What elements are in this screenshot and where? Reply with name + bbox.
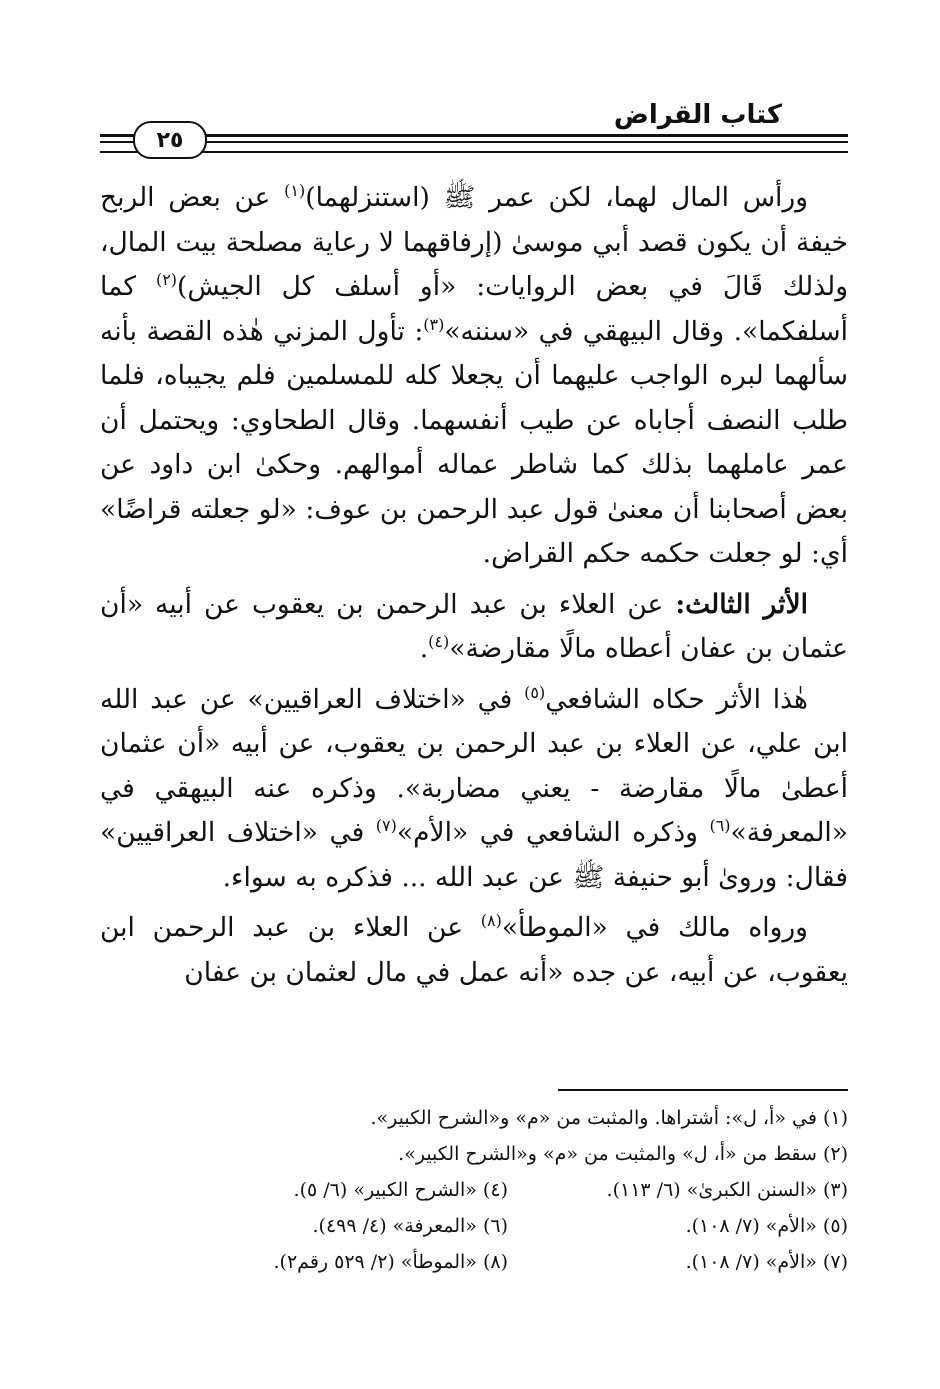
paragraph-4: ورواه مالك في «الموطأ»$^{(٨)}$ عن العلاء بن عبد الرحمن ابن يعقوب، عن أبيه، عن جده «أنه عمل في مال لعثمان بن عفان [100, 911, 848, 988]
footnote-5: (٥) «الأم» (٧/ ١٠٨). [685, 1215, 848, 1237]
page-number: ٢٥ [133, 121, 207, 159]
header-rule [100, 134, 848, 153]
footnote-ref-2: (٢) [155, 270, 178, 290]
paragraph-3: هٰذا الأثر حكاه الشافعي$^{(٥)}$ في «اختلاف العراقيين» عن عبد الله ابن علي، عن العلاء بن عبد الرحمن بن يعقوب، عن أبيه «أن عثمان أعطىٰ مالًا مقارضة - يعني مضاربة». وذكره عنه البيهقي في «المعرفة»$^{(٦)}$ وذكره الشافعي في «الأم»$^{(٧)}$ في «اختلاف العراقيين» فقال: وروىٰ أبو حنيفة ﷺ عن عبد الله ... فذكره به سواء. [100, 682, 848, 893]
footnote-1: (١) في «أ، ل»: أشتراها. والمثبت من «م» و«الشرح الكبير». [370, 1107, 848, 1129]
footnote-ref-4: (٤) [428, 632, 450, 652]
footnote-separator [558, 1089, 848, 1091]
paragraph-2: الأثر الثالث: عن العلاء بن عبد الرحمن بن يعقوب عن أبيه «أن عثمان بن عفان أعطاه مالًا مقارضة»$^{(٤)}$. [100, 588, 848, 664]
paragraph-1: ورأس المال لهما، لكن عمر ﷺ (استنزلهما)$^{(١)}$ عن بعض الربح خيفة أن يكون قصد أبي موسىٰ (إرفاقهما لا رعاية مصلحة بيت المال، ولذلك قَالَ في بعض الروايات: «أو أسلف كل الجيش)$^{(٢)}$ كما أسلفكما». وقال البيهقي في «سننه»$^{(٣)}$: تأول المزني هٰذه القصة بأنه سألهما لبره الواجب عليهما أن يجعلا كله للمسلمين فلم يجيباه، فلما طلب النصف أجاباه عن طيب أنفسهما. وقال الطحاوي: ويحتمل أن عمر عاملهما بذلك كما شاطر عماله أموالهم. وحكىٰ ابن داود عن بعض أصحابنا أن معنىٰ قول عبد الرحمن بن عوف: «لو جعلته قراضًا» أي: لو جعلت حكمه حكم القراض. [100, 181, 848, 569]
footnote-7: (٧) «الأم» (٧/ ١٠٨). [685, 1251, 848, 1273]
footnote-2: (٢) سقط من «أ، ل» والمثبت من «م» و«الشرح الكبير». [398, 1143, 848, 1165]
footnote-ref-3: (٣) [423, 314, 445, 334]
footnote-row [150, 1172, 848, 1208]
footnote-4: (٤) «الشرح الكبير» (٦/ ٥). [293, 1179, 508, 1201]
footnote-ref-7: (٧) [375, 816, 397, 836]
section-heading: الأثر الثالث: [675, 588, 808, 620]
main-text [100, 176, 848, 1001]
footnote-ref-1: (١) [284, 181, 306, 201]
running-title: كتاب القراض [613, 100, 782, 130]
footnote-3: (٣) «السنن الكبرىٰ» (٦/ ١١٣). [606, 1179, 848, 1201]
footnote-ref-6: (٦) [709, 816, 731, 836]
footnote-ref-5: (٥) [524, 682, 546, 702]
footnote-8: (٨) «الموطأ» (٢/ ٥٢٩ رقم٢). [273, 1251, 508, 1273]
footnote-ref-8: (٨) [480, 911, 502, 931]
footnote-row [150, 1244, 848, 1280]
footnotes [150, 1100, 848, 1280]
footnote-row [150, 1208, 848, 1244]
footnote-6: (٦) «المعرفة» (٤/ ٤٩٩). [312, 1215, 508, 1237]
